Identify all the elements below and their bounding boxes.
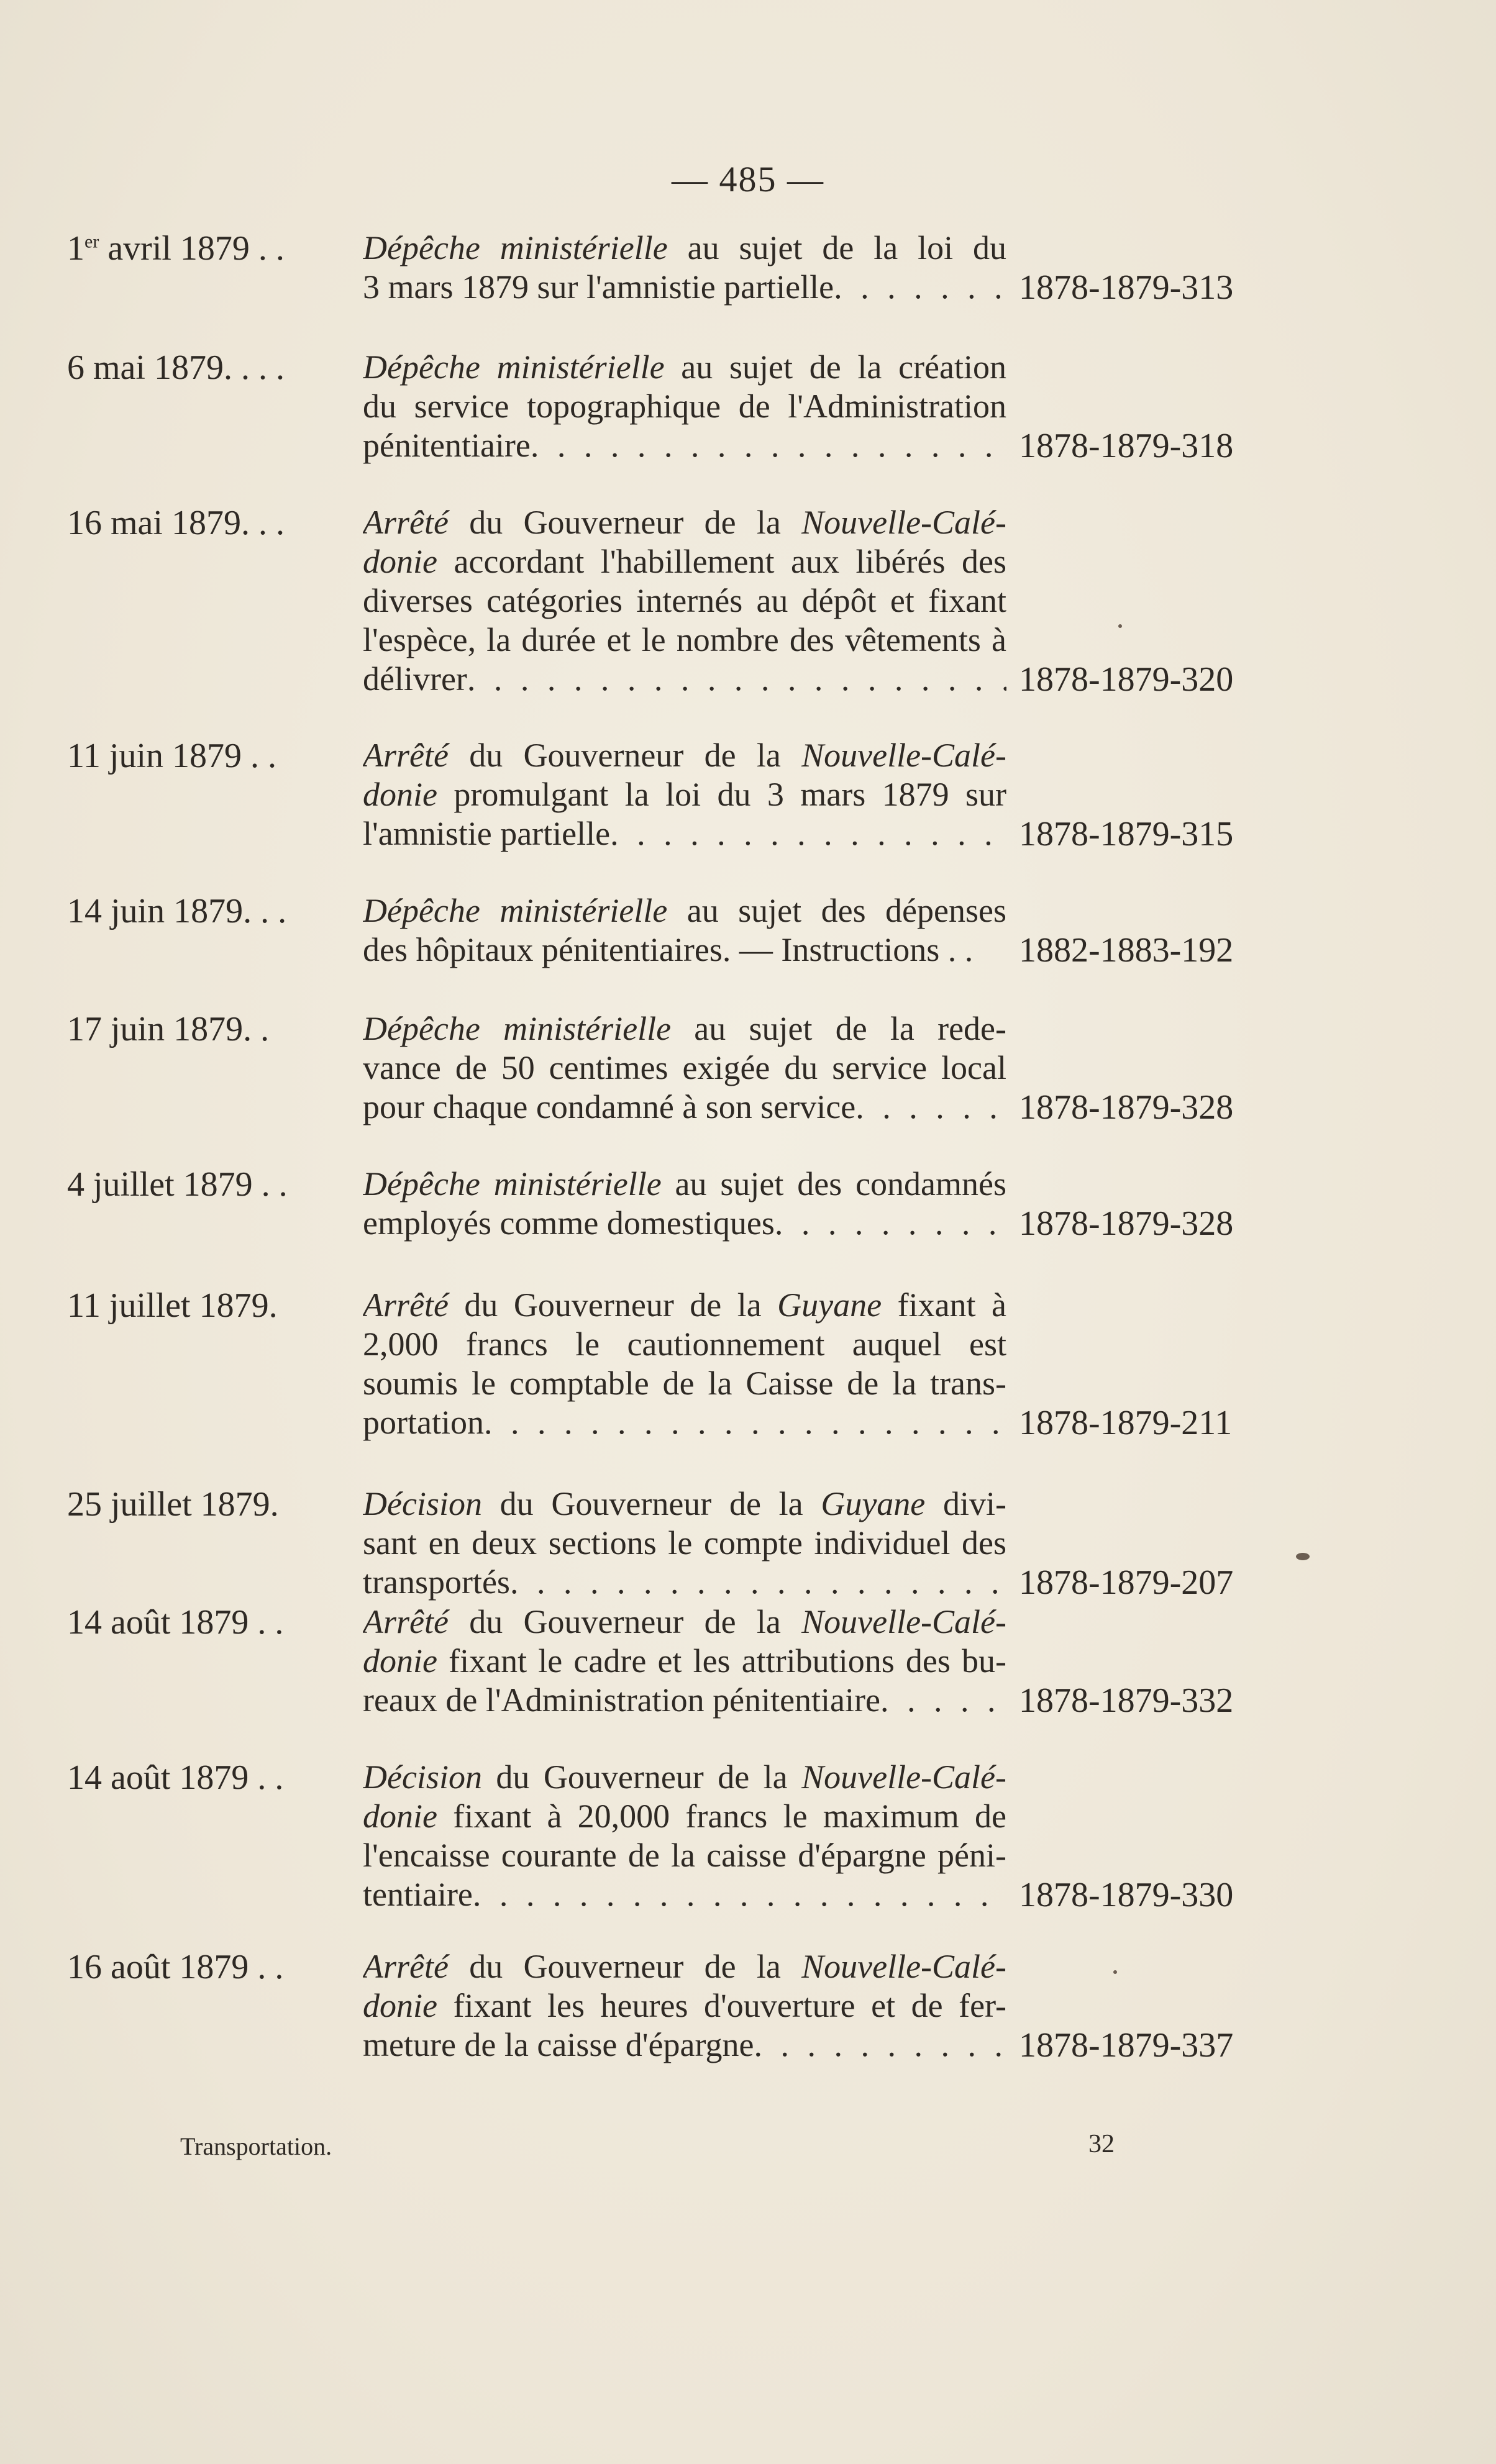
entry-description (363, 891, 1006, 970)
entry-text-line: portation . . . (363, 1403, 1006, 1442)
entry-text-line: 3 mars 1879 sur l'amnistie partielle . . . (363, 268, 1006, 307)
entry-text-line: pénitentiaire . . . (363, 426, 1006, 465)
entry-reference: 1878-1879-332 (1019, 1681, 1234, 1720)
entry-text-line: l'amnistie partielle . . . (363, 814, 1006, 853)
entry-date: 25 juillet 1879. (67, 1485, 279, 1524)
entry-date: 11 juillet 1879. (67, 1286, 278, 1325)
entry-description (363, 1484, 1006, 1602)
leader-dots (531, 426, 1006, 465)
entry-date: 14 août 1879 . . (67, 1758, 284, 1797)
entry-text-line: soumis le comptable de la Caisse de la trans- (363, 1365, 1006, 1402)
entry-text-line: donie fixant le cadre et les attributions des bu- (363, 1642, 1006, 1680)
entry-text-line: l'espèce, la durée et le nombre des vêtements à (363, 621, 1006, 658)
entry-date: 1er avril 1879 . . (67, 229, 285, 268)
entry-description (363, 1603, 1006, 1720)
entry-text-line: pour chaque condamné à son service . . . (363, 1088, 1006, 1127)
entry-text-line: Arrêté du Gouverneur de la Nouvelle-Calé- (363, 1948, 1006, 1985)
entry-reference: 1882-1883-192 (1019, 931, 1234, 970)
entry-description (363, 1947, 1006, 2065)
entry-text-line: diverses catégories internés au dépôt et fixant (363, 582, 1006, 619)
entry-text-line: donie promulgant la loi du 3 mars 1879 sur (363, 776, 1006, 813)
leader-dots (484, 1403, 1006, 1442)
leader-dots (473, 1875, 1006, 1914)
footer-section-title: Transportation. (180, 2132, 332, 2160)
entry-text-line: meture de la caisse d'épargne . . . (363, 2025, 1006, 2065)
entry-text-line: Arrêté du Gouverneur de la Nouvelle-Calé- (363, 737, 1006, 774)
entry-text-line: Arrêté du Gouverneur de la Nouvelle-Calé- (363, 1603, 1006, 1640)
entry-date: 16 mai 1879. . . (67, 504, 285, 542)
entry-text-line: du service topographique de l'Administration (363, 388, 1006, 425)
entry-description (363, 1758, 1006, 1914)
entry-text-line: Dépêche ministérielle au sujet des condamnés (363, 1165, 1006, 1202)
entry-text-line: délivrer . . . (363, 660, 1006, 699)
entry-reference: 1878-1879-337 (1019, 2026, 1234, 2065)
paper-speck (1118, 624, 1122, 628)
entry-text-line: Décision du Gouverneur de la Nouvelle-Calé- (363, 1758, 1006, 1796)
footer-signature-mark: 32 (1088, 2130, 1115, 2158)
leader-dots (754, 2025, 1006, 2065)
entry-date: 17 juin 1879. . (67, 1010, 270, 1048)
leader-dots (510, 1563, 1006, 1602)
entry-text-line: Dépêche ministérielle au sujet de la rede- (363, 1010, 1006, 1047)
paper-speck (1296, 1553, 1310, 1560)
entry-description (363, 348, 1006, 465)
entry-text-line: 2,000 francs le cautionnement auquel est (363, 1325, 1006, 1363)
entry-text-line: Arrêté du Gouverneur de la Nouvelle-Calé- (363, 504, 1006, 541)
page-number: — 485 — (672, 159, 824, 199)
leader-dots (775, 1204, 1006, 1243)
leader-dots (880, 1681, 1006, 1720)
entry-reference: 1878-1879-315 (1019, 815, 1234, 853)
leader-dots (834, 268, 1006, 307)
entry-reference: 1878-1879-320 (1019, 660, 1234, 699)
entry-text-line: vance de 50 centimes exigée du service local (363, 1049, 1006, 1086)
entry-text-line: donie fixant à 20,000 francs le maximum de (363, 1798, 1006, 1835)
entry-reference: 1878-1879-330 (1019, 1876, 1234, 1914)
entry-text-line: tentiaire . . . (363, 1875, 1006, 1914)
entry-reference: 1878-1879-207 (1019, 1563, 1234, 1602)
entry-reference: 1878-1879-328 (1019, 1204, 1234, 1243)
entry-text-line: l'encaisse courante de la caisse d'épargne péni- (363, 1837, 1006, 1874)
entry-text-line: employés comme domestiques . . . (363, 1204, 1006, 1243)
entry-reference: 1878-1879-313 (1019, 268, 1234, 307)
entry-text-line: Décision du Gouverneur de la Guyane divi- (363, 1485, 1006, 1522)
entry-date: 14 juin 1879. . . (67, 892, 287, 930)
entry-reference: 1878-1879-211 (1019, 1404, 1233, 1442)
entry-date: 6 mai 1879. . . . (67, 348, 285, 387)
entry-date: 16 août 1879 . . (67, 1948, 284, 1986)
entry-description (363, 1009, 1006, 1127)
entry-reference: 1878-1879-318 (1019, 427, 1234, 465)
entry-text-line: Dépêche ministérielle au sujet des dépenses (363, 892, 1006, 929)
entry-description (363, 736, 1006, 853)
entry-text-line: reaux de l'Administration pénitentiaire . . . (363, 1681, 1006, 1720)
entry-text-line: Arrêté du Gouverneur de la Guyane fixant à (363, 1286, 1006, 1324)
entry-description (363, 1286, 1006, 1442)
entry-text-line: Dépêche ministérielle au sujet de la création (363, 348, 1006, 386)
entry-text-line: donie accordant l'habillement aux libérés des (363, 543, 1006, 580)
entry-date: 4 juillet 1879 . . (67, 1165, 288, 1204)
entry-text-line: transportés . . . (363, 1563, 1006, 1602)
leader-dots (610, 814, 1006, 853)
entry-description (363, 503, 1006, 699)
entry-description (363, 1165, 1006, 1243)
entry-text-line: sant en deux sections le compte individuel des (363, 1524, 1006, 1562)
entry-text-line: donie fixant les heures d'ouverture et de fer- (363, 1987, 1006, 2024)
entry-date: 11 juin 1879 . . (67, 737, 277, 775)
entry-text-line: des hôpitaux pénitentiaires. — Instructions . . (363, 931, 974, 968)
leader-dots (467, 660, 1006, 699)
entry-reference: 1878-1879-328 (1019, 1088, 1234, 1127)
leader-dots (855, 1088, 1006, 1127)
entry-description (363, 229, 1006, 307)
paper-speck (1113, 1970, 1117, 1974)
entry-text-line: Dépêche ministérielle au sujet de la loi du (363, 229, 1006, 266)
entry-date: 14 août 1879 . . (67, 1603, 284, 1642)
